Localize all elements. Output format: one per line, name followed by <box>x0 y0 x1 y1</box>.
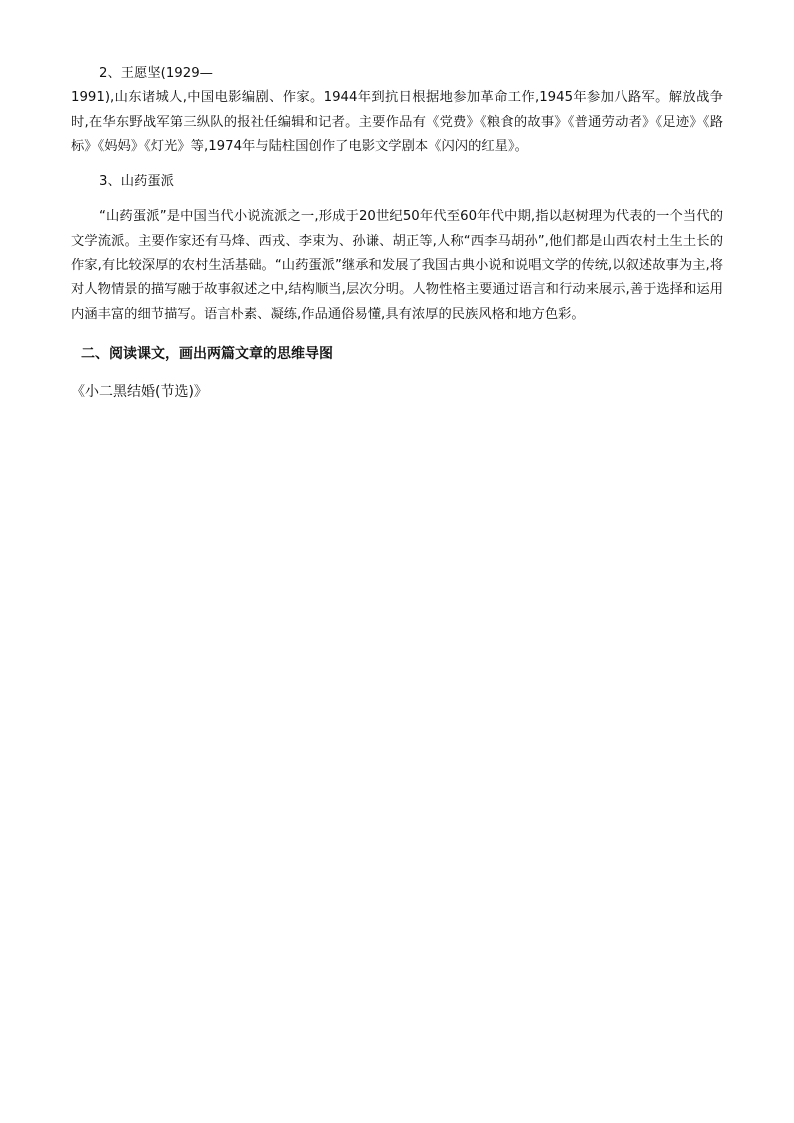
spacer <box>71 159 723 170</box>
section-title: 二、阅读课文，画出两篇文章的思维导图 <box>81 345 333 362</box>
document-content <box>71 62 723 404</box>
school-heading: 3、山药蛋派 <box>99 174 174 190</box>
spacer <box>71 194 723 205</box>
book-title: 《小二黑结婚(节选)》 <box>71 383 208 400</box>
bio-paragraph: 1991),山东诸城人,中国电影编剧、作家。1944年到抗日根据地参加革命工作,1945年参加八路军。解放战争时,在华东野战军第三纵队的报社任编辑和记者。主要作品有《党费》《粮食的故事》《普通劳动者》《足迹》《路标》《妈妈》《灯光》等,1974年与陆柱国创作了电影文学剧本《闪闪的红星》。 <box>71 90 723 154</box>
bio-heading: 2、王愿坚(1929— <box>99 66 213 81</box>
school-paragraph: “山药蛋派”是中国当代小说流派之一,形成于20世纪50年代至60年代中期,指以赵树理为代表的一个当代的文学流派。主要作家还有马烽、西戎、李束为、孙谦、胡正等,人称“西李马胡孙”,他们都是山西农村土生土长的作家,有比较深厚的农村生活基础。“山药蛋派”继承和发展了我国古典小说和说唱文学的传统,以叙述故事为主,将对人物情景的描写融于故事叙述之中,结构顺当,层次分明。人物性格主要通过语言和行动来展示,善于选择和运用内涵丰富的细节描写。语言朴素、凝练,作品通俗易懂,具有浓厚的民族风格和地方色彩。 <box>71 209 723 322</box>
